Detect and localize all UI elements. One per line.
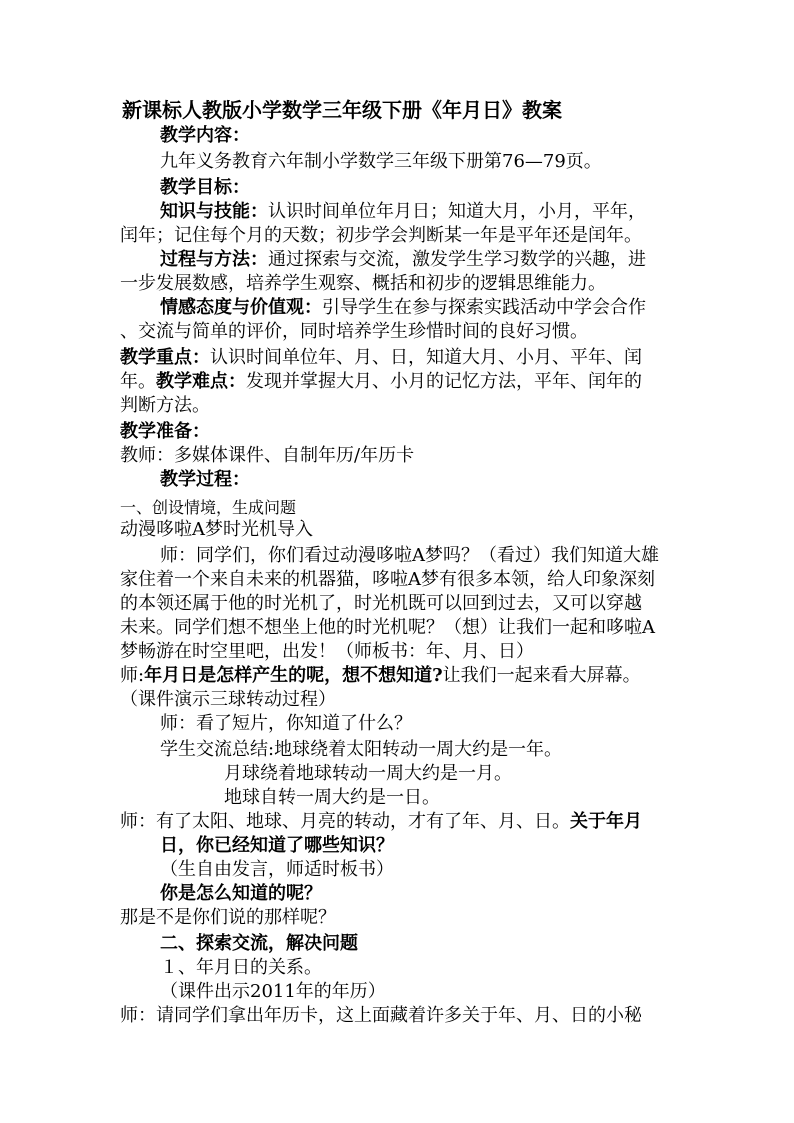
goal-process — [160, 248, 646, 272]
key-points-cont — [120, 370, 642, 394]
goal-attitude-label: 情感态度与价值观： — [160, 297, 322, 318]
teacher-ask: 师：看了短片，你知道了什么？ — [160, 713, 412, 734]
goal-attitude — [160, 296, 646, 320]
question-rest: 让我们一起来看大屏幕。 — [442, 665, 641, 686]
difficult-points-text: 发现并掌握大月、小月的记忆方法，平年、闰年的 — [246, 371, 642, 392]
check-question: 那是不是你们说的那样呢？ — [120, 907, 336, 928]
goal-knowledge-text: 认识时间单位年月日；知道大月，小月，平年， — [268, 201, 646, 222]
teacher-prefix: 师: — [120, 665, 145, 686]
question-bold: 年月日是怎样产生的呢，想不想知道? — [144, 665, 443, 686]
section2-sub1: １、年月日的关系。 — [160, 957, 322, 978]
section2-sub1-note: （课件出示2011年的年历） — [160, 981, 386, 1002]
summary-day: 地球自转一周大约是一日。 — [224, 787, 440, 808]
goal-process-text: 通过探索与交流，激发学生学习数学的兴趣，进 — [268, 249, 646, 270]
summary-year: 学生交流总结:地球绕着太阳转动一周大约是一年。 — [160, 739, 563, 760]
teacher-statement-cont: 日，你已经知道了哪些知识？ — [160, 835, 394, 856]
prep-text: 教师：多媒体课件、自制年历/年历卡 — [120, 445, 415, 466]
goal-attitude-text: 引导学生在参与探索实践活动中学会合作 — [322, 297, 646, 318]
demo-note: （课件演示三球转动过程） — [120, 689, 336, 710]
question-line — [120, 664, 641, 688]
difficult-points-cont: 判断方法。 — [120, 395, 210, 416]
goal-process-label: 过程与方法： — [160, 249, 268, 270]
goal-knowledge-label: 知识与技能： — [160, 201, 268, 222]
content-text: 九年义务教育六年制小学数学三年级下册第76—79页。 — [160, 151, 602, 172]
paragraph-line: 师：同学们，你们看过动漫哆啦A梦吗？（看过）我们知道大雄 — [160, 545, 659, 566]
summary-month: 月球绕着地球转动一周大约是一月。 — [224, 763, 512, 784]
prep-heading: 教学准备： — [120, 421, 210, 442]
key-points — [120, 346, 642, 370]
teacher-statement-text: 师：有了太阳、地球、月亮的转动，才有了年、月、日。 — [120, 811, 570, 832]
teacher-statement — [120, 810, 642, 834]
goal-process-cont: 一步发展数感，培养学生观察、概括和初步的逻辑思维能力。 — [120, 273, 606, 294]
how-question: 你是怎么知道的呢？ — [160, 883, 322, 904]
section1-heading: 一、创设情境，生成问题 — [120, 498, 297, 517]
paragraph-line: 未来。同学们想不想坐上他的时光机呢？（想）让我们一起和哆啦A — [120, 617, 655, 638]
process-heading: 教学过程： — [160, 469, 250, 490]
paragraph-line: 的本领还属于他的时光机了，时光机既可以回到过去，又可以穿越 — [120, 593, 642, 614]
key-points-end: 年。 — [120, 371, 156, 392]
section2-last-line: 师：请同学们拿出年历卡，这上面藏着许多关于年、月、日的小秘 — [120, 1005, 642, 1026]
content-heading: 教学内容： — [160, 125, 250, 146]
paragraph-line: 家住着一个来自未来的机器猫，哆啦A梦有很多本领，给人印象深刻 — [120, 569, 655, 590]
goal-knowledge-cont: 闰年；记住每个月的天数；初步学会判断某一年是平年还是闰年。 — [120, 225, 642, 246]
section2-heading: 二、探索交流，解决问题 — [160, 933, 358, 954]
paragraph-line: 梦畅游在时空里吧，出发！（师板书：年、月、日） — [120, 641, 534, 662]
difficult-points-label: 教学难点： — [156, 371, 246, 392]
goal-attitude-cont: 、交流与简单的评价，同时培养学生珍惜时间的良好习惯。 — [120, 321, 588, 342]
free-speech-note: （生自由发言，师适时板书） — [160, 859, 394, 880]
key-points-label: 教学重点： — [120, 347, 210, 368]
goal-knowledge — [160, 200, 646, 224]
section1-intro: 动漫哆啦A梦时光机导入 — [120, 519, 313, 540]
document-title: 新课标人教版小学数学三年级下册《年月日》教案 — [122, 98, 562, 122]
key-points-text: 认识时间单位年、月、日，知道大月、小月、平年、闰 — [210, 347, 642, 368]
teacher-statement-bold: 关于年月 — [570, 811, 642, 832]
goals-heading: 教学目标： — [160, 177, 250, 198]
